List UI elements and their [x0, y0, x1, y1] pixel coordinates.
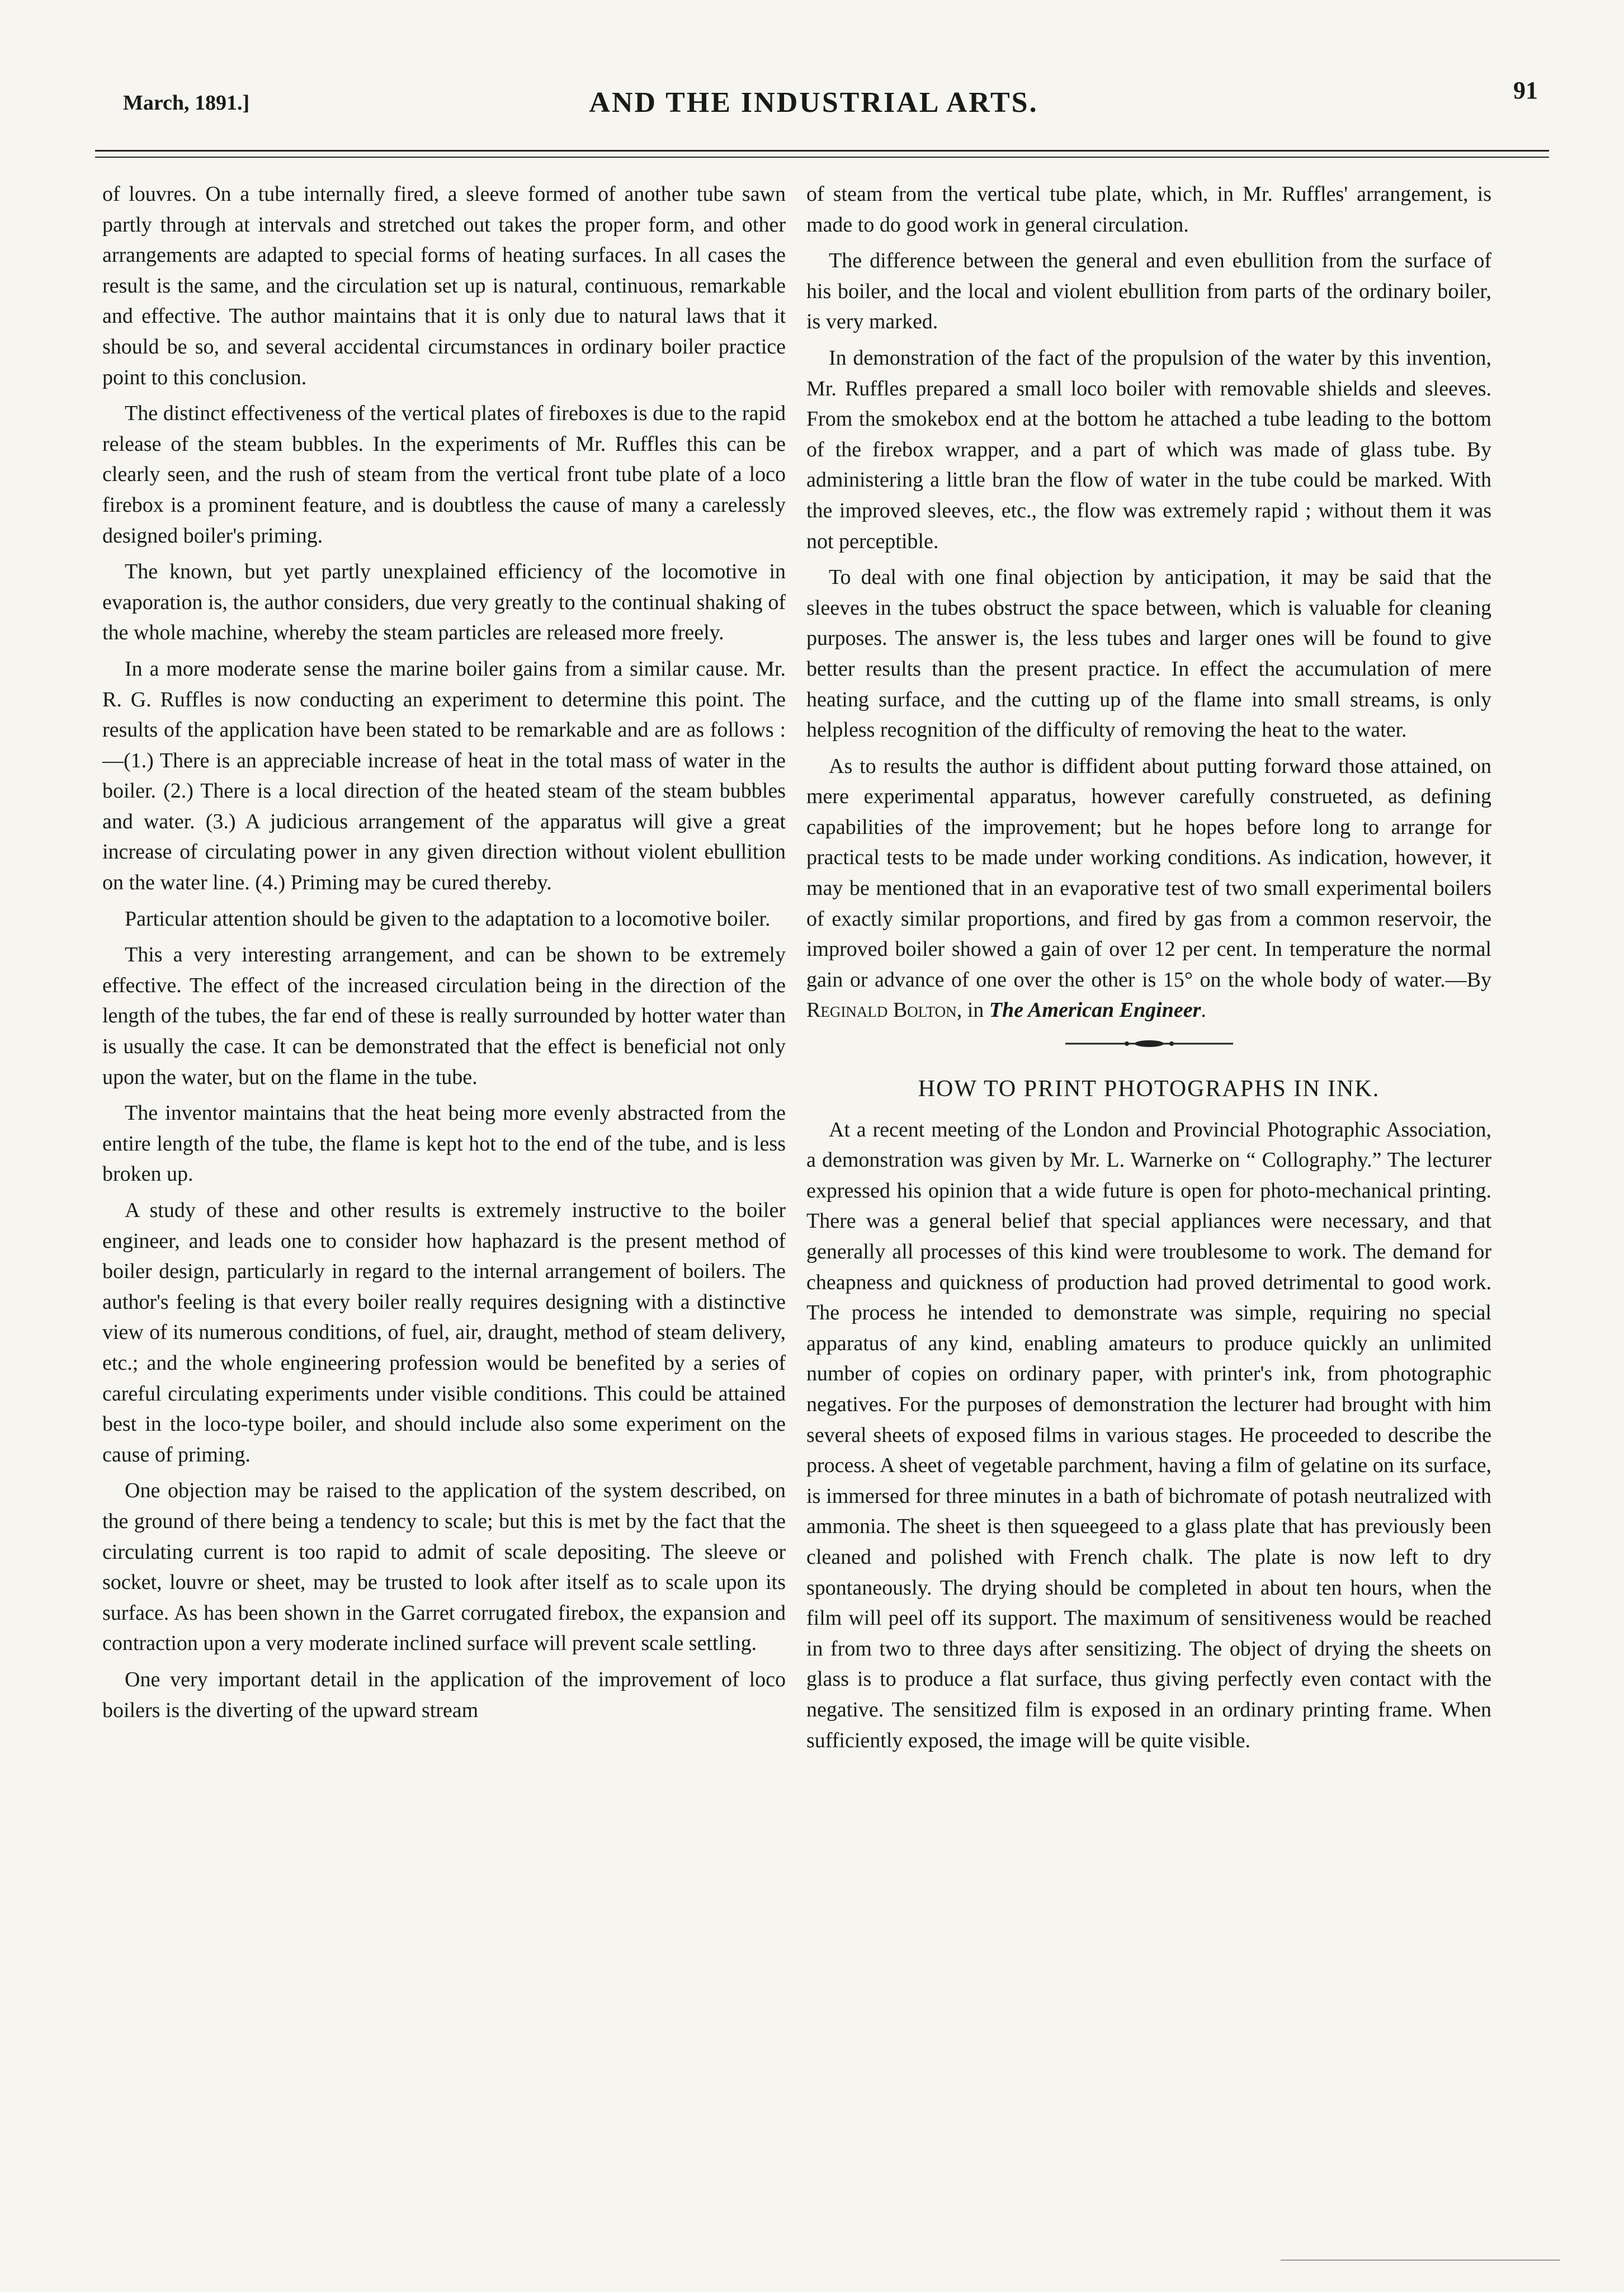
byline-connector: , in	[956, 998, 984, 1022]
page-number: 91	[1513, 77, 1538, 104]
byline-author: Reginald Bolton	[806, 998, 957, 1022]
paragraph: One very important detail in the application of the improvement of loco boilers is the diverting of the upward stream	[102, 1667, 786, 1722]
paragraph: The inventor maintains that the heat being more evenly abstracted from the entire length of the tube, the flame is kept hot to the end of the tube, and is less broken up.	[102, 1101, 786, 1186]
paragraph: In a more moderate sense the marine boiler gains from a similar cause. Mr. R. G. Ruffles is now conducting an experiment to determine this point. The results of the application have been stated to be remarkable and are as follows :—(1.) There is an appreciable increase of heat in the total mass of water in the boiler. (2.) There is a local direction of the heated steam of the steam bubbles and water. (3.) A judicious arrangement of the apparatus will give a great increase of circulating power in any given direction without violent ebullition on the water line. (4.) Priming may be cured thereby.	[102, 657, 786, 895]
paragraph: The known, but yet partly unexplained efficiency of the locomotive in evaporation is, the author considers, due very greatly to the continual shaking of the whole machine, whereby the steam particles are released more freely.	[102, 560, 786, 645]
paragraph: At a recent meeting of the London and Provincial Photographic Association, a demonstration was given by Mr. L. Warnerke on “ Collography.” The lecturer expressed his opinion that a wide future is open for photo-mechanical printing. There was a general belief that special appliances were necessary, and that generally all processes of this kind were troublesome to work. The demand for cheapness and quickness of production had proved detrimental to good work. The process he intended to demonstrate was simple, requiring no special apparatus of any kind, enabling amateurs to produce quickly an unlimited number of copies on ordinary paper, with printer's ink, from photographic negatives. For the purposes of demonstration the lecturer had brought with him several sheets of exposed films in various stages. He proceeded to describe the process. A sheet of vegetable parchment, having a film of gelatine on its surface, is immersed for three minutes in a bath of bichromate of potash neutralized with ammonia. The sheet is then squeegeed to a glass plate that has previously been cleaned and polished with French chalk. The plate is now left to dry spontaneously. The drying should be completed in about ten hours, when the film will peel off its support. The maximum of sensitiveness would be reached in from two to three days after sensitizing. The object of drying the sheets on glass is to produce a flat surface, thus giving perfectly even contact with the negative. The sensitized film is exposed in an ordinary printing frame. When sufficiently exposed, the image will be quite visible.	[806, 1117, 1491, 1752]
paragraph-text: As to results the author is diffident about putting forward those attained, on mere experimental apparatus, however carefully construeted, as defining capabilities of the improvement; but he hopes before long to arrange for practical tests to be made under working conditions. As indication, however, it may be mentioned that in an evaporative test of two small experimental boilers of exactly similar proportions, and fired by gas from a common reservoir, the improved boiler showed a gain of over 12 per cent. In temperature the normal gain or advance of one over the other is 15° on the whole body of water.—By	[806, 754, 1491, 992]
issue-date: March, 1891.]	[123, 91, 250, 115]
paragraph: of louvres. On a tube internally fired, a sleeve formed of another tube sawn partly through at intervals and stretched out takes the proper form, and other arrangements are adapted to special forms of heating surfaces. In all cases the result is the same, and the circulation set up is natural, continuous, remarkable and effective. The author maintains that it is only due to natural laws that it should be so, and several accidental circumstances in ordinary boiler practice point to this conclusion.	[102, 182, 786, 389]
header-rule-thin	[95, 157, 1549, 158]
paragraph: In demonstration of the fact of the propulsion of the water by this invention, Mr. Ruffles prepared a small loco boiler with removable shields and sleeves. From the smokebox end at the bottom he attached a tube leading to the bottom of the firebox wrapper, and a part of which was made of glass tube. By administering a little bran the flow of water in the tube could be marked. With the improved sleeves, etc., the flow was extremely rapid ; without them it was not perceptible.	[806, 346, 1491, 553]
byline-publication: The American Engineer	[989, 998, 1201, 1022]
paragraph: To deal with one final objection by anticipation, it may be said that the sleeves in the tubes obstruct the space between, which is valuable for cleaning purposes. The answer is, the less tubes and larger ones will be found to give better results than the present practice. In effect the accumulation of mere heating surface, and the cutting up of the flame into small streams, is only helpless recognition of the difficulty of removing the heat to the water.	[806, 565, 1491, 742]
ornamental-divider	[1065, 1038, 1233, 1049]
paragraph: One objection may be raised to the application of the system described, on the ground of there being a tendency to scale; but this is met by the fact that the circulating current is too rapid to admit of scale depositing. The sleeve or socket, louvre or sheet, may be trusted to look after itself as to scale upon its surface. As has been shown in the Garret corrugated firebox, the expansion and contraction upon a very moderate inclined surface will prevent scale settling.	[102, 1479, 786, 1656]
paragraph: This a very interesting arrangement, and can be shown to be extremely effective. The effect of the increased circulation being in the direction of the length of the tubes, the far end of these is really surrounded by hotter water than is usually the case. It can be demonstrated that the effect is beneficial not only upon the water, but on the flame in the tube.	[102, 943, 786, 1089]
paragraph: A study of these and other results is extremely instructive to the boiler engineer, and leads one to consider how haphazard is the present method of boiler design, particularly in regard to the internal arrangement of boilers. The author's feeling is that every boiler really requires designing with a distinctive view of its numerous conditions, of fuel, air, draught, method of steam delivery, etc.; and the whole engineering profession would be benefited by a series of careful circulating experiments under visible conditions. This could be attained best in the loco-type boiler, and should include also some experiment on the cause of priming.	[102, 1199, 786, 1466]
section-heading: HOW TO PRINT PHOTOGRAPHS IN INK.	[918, 1076, 1380, 1102]
running-title: AND THE INDUSTRIAL ARTS.	[589, 87, 1038, 119]
right-column	[806, 179, 1491, 1761]
header-rule-thick	[95, 150, 1549, 152]
paragraph: The distinct effectiveness of the vertical plates of fireboxes is due to the rapid release of the steam bubbles. In the experiments of Mr. Ruffles this can be clearly seen, and the rush of steam from the vertical front tube plate of a loco firebox is a prominent feature, and is doubtless the cause of many a carelessly designed boiler's priming.	[102, 402, 786, 548]
page-edge-rule	[1281, 2260, 1560, 2261]
byline-end: .	[1201, 998, 1206, 1022]
paragraph: of steam from the vertical tube plate, which, in Mr. Ruffles' arrangement, is made to do good work in general circulation.	[806, 182, 1491, 237]
paragraph: Particular attention should be given to the adaptation to a locomotive boiler.	[125, 907, 771, 931]
paragraph-with-byline	[806, 751, 1491, 1026]
paragraph: The difference between the general and even ebullition from the surface of his boiler, and the local and violent ebullition from parts of the ordinary boiler, is very marked.	[806, 249, 1491, 334]
left-column	[102, 179, 786, 1731]
running-header	[89, 77, 1538, 123]
